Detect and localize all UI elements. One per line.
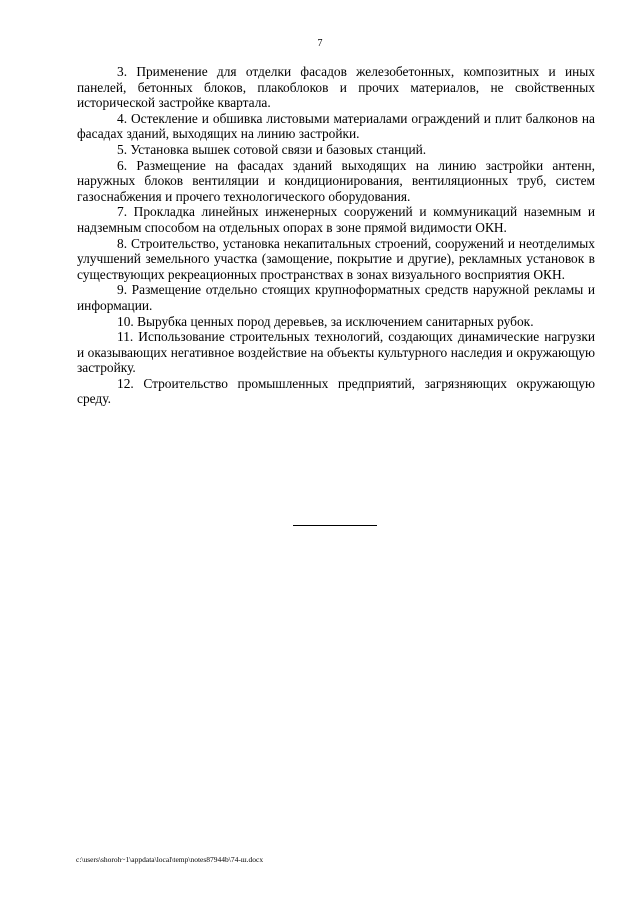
end-of-text-divider bbox=[293, 525, 377, 526]
paragraph-item-4: 4. Остекление и обшивка листовыми материалами ограждений и плит балконов на фасадах зданий, выходящих на линию застройки. bbox=[77, 110, 595, 142]
page-number: 7 bbox=[317, 38, 323, 49]
paragraph-item-9: 9. Размещение отдельно стоящих крупноформатных средств наружной рекламы и информации. bbox=[77, 282, 595, 313]
paragraph-item-6: 6. Размещение на фасадах зданий выходящих на линию застройки антенн, наружных блоков вентиляции и кондиционирования, вентиляционных труб, систем газоснабжения и прочего технологического оборудования. bbox=[77, 157, 595, 204]
footer-file-path: c:\users\shoroh~1\appdata\local\temp\notes87944b\74-ш.docx bbox=[76, 855, 264, 864]
paragraph-item-5: 5. Установка вышек сотовой связи и базовых станций. bbox=[117, 141, 427, 157]
paragraph-item-8: 8. Строительство, установка некапитальных строений, сооружений и неотделимых улучшений земельного участка (замощение, покрытие и другие), рекламных установок в существующих рекреационных пространствах в зонах визуального восприятия ОКН. bbox=[77, 235, 595, 282]
paragraph-item-3: 3. Применение для отделки фасадов железобетонных, композитных и иных панелей, бетонных блоков, плакоблоков и прочих материалов, не свойственных исторической застройке квартала. bbox=[77, 64, 595, 111]
paragraph-item-12: 12. Строительство промышленных предприятий, загрязняющих окружающую среду. bbox=[77, 375, 595, 407]
paragraph-item-7: 7. Прокладка линейных инженерных сооружений и коммуникаций наземным и надземным способом на отдельных опорах в зоне прямой видимости ОКН. bbox=[77, 204, 595, 235]
paragraph-item-11: 11. Использование строительных технологий, создающих динамические нагрузки и оказывающих негативное воздействие на объекты культурного наследия и окружающую застройку. bbox=[77, 329, 595, 376]
paragraph-item-10: 10. Вырубка ценных пород деревьев, за исключением санитарных рубок. bbox=[117, 313, 534, 329]
document-body bbox=[77, 64, 595, 407]
